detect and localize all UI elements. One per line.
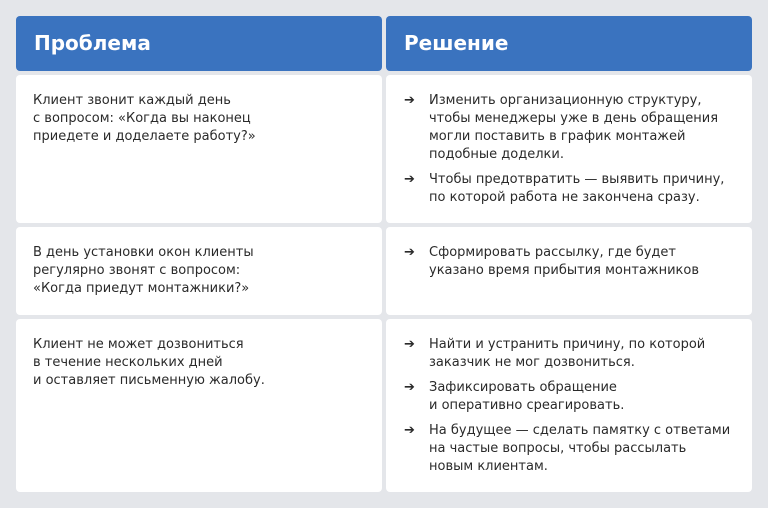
solution-item [404, 92, 738, 164]
solution-item [404, 422, 738, 476]
arrow-right-icon: ➔ [404, 337, 415, 352]
solution-text: Сформировать рассылку, где будет указано время прибытия монтажников [429, 245, 700, 278]
arrow-right-icon: ➔ [404, 423, 415, 438]
solution-header: Решение [386, 16, 752, 71]
solution-text: На будущее — сделать памятку с ответами на частые вопросы, чтобы рассылать новым клиентам. [429, 423, 731, 474]
problem-cell-1 [16, 75, 382, 223]
solution-text: Изменить организационную структуру, чтобы менеджеры уже в день обращения могли поставить в график монтажей подобные доделки. [429, 93, 719, 162]
solution-text: Чтобы предотвратить — выявить причину, по которой работа не закончена сразу. [429, 172, 725, 205]
problem-text: В день установки окон клиенты регулярно звонят с вопросом: «Когда приедут монтажники?» [33, 245, 254, 296]
solution-cell-1 [386, 75, 752, 223]
solution-item [404, 244, 738, 280]
problem-text: Клиент не может дозвониться в течение нескольких дней и оставляет письменную жалобу. [33, 337, 265, 388]
solution-item [404, 379, 738, 415]
solution-list [404, 244, 738, 280]
arrow-right-icon: ➔ [404, 93, 415, 108]
problem-header: Проблема [16, 16, 382, 71]
solution-item [404, 171, 738, 207]
arrow-right-icon: ➔ [404, 380, 415, 395]
problem-cell-2 [16, 227, 382, 315]
solution-item [404, 336, 738, 372]
arrow-right-icon: ➔ [404, 245, 415, 260]
solution-text: Зафиксировать обращение и оперативно среагировать. [429, 380, 625, 413]
solution-list [404, 336, 738, 476]
solution-cell-2 [386, 227, 752, 315]
arrow-right-icon: ➔ [404, 172, 415, 187]
solution-cell-3 [386, 319, 752, 492]
solution-text: Найти и устранить причину, по которой заказчик не мог дозвониться. [429, 337, 706, 370]
problem-text: Клиент звонит каждый день с вопросом: «Когда вы наконец приедете и доделаете работу?» [33, 93, 256, 144]
problem-cell-3 [16, 319, 382, 492]
solution-list [404, 92, 738, 207]
